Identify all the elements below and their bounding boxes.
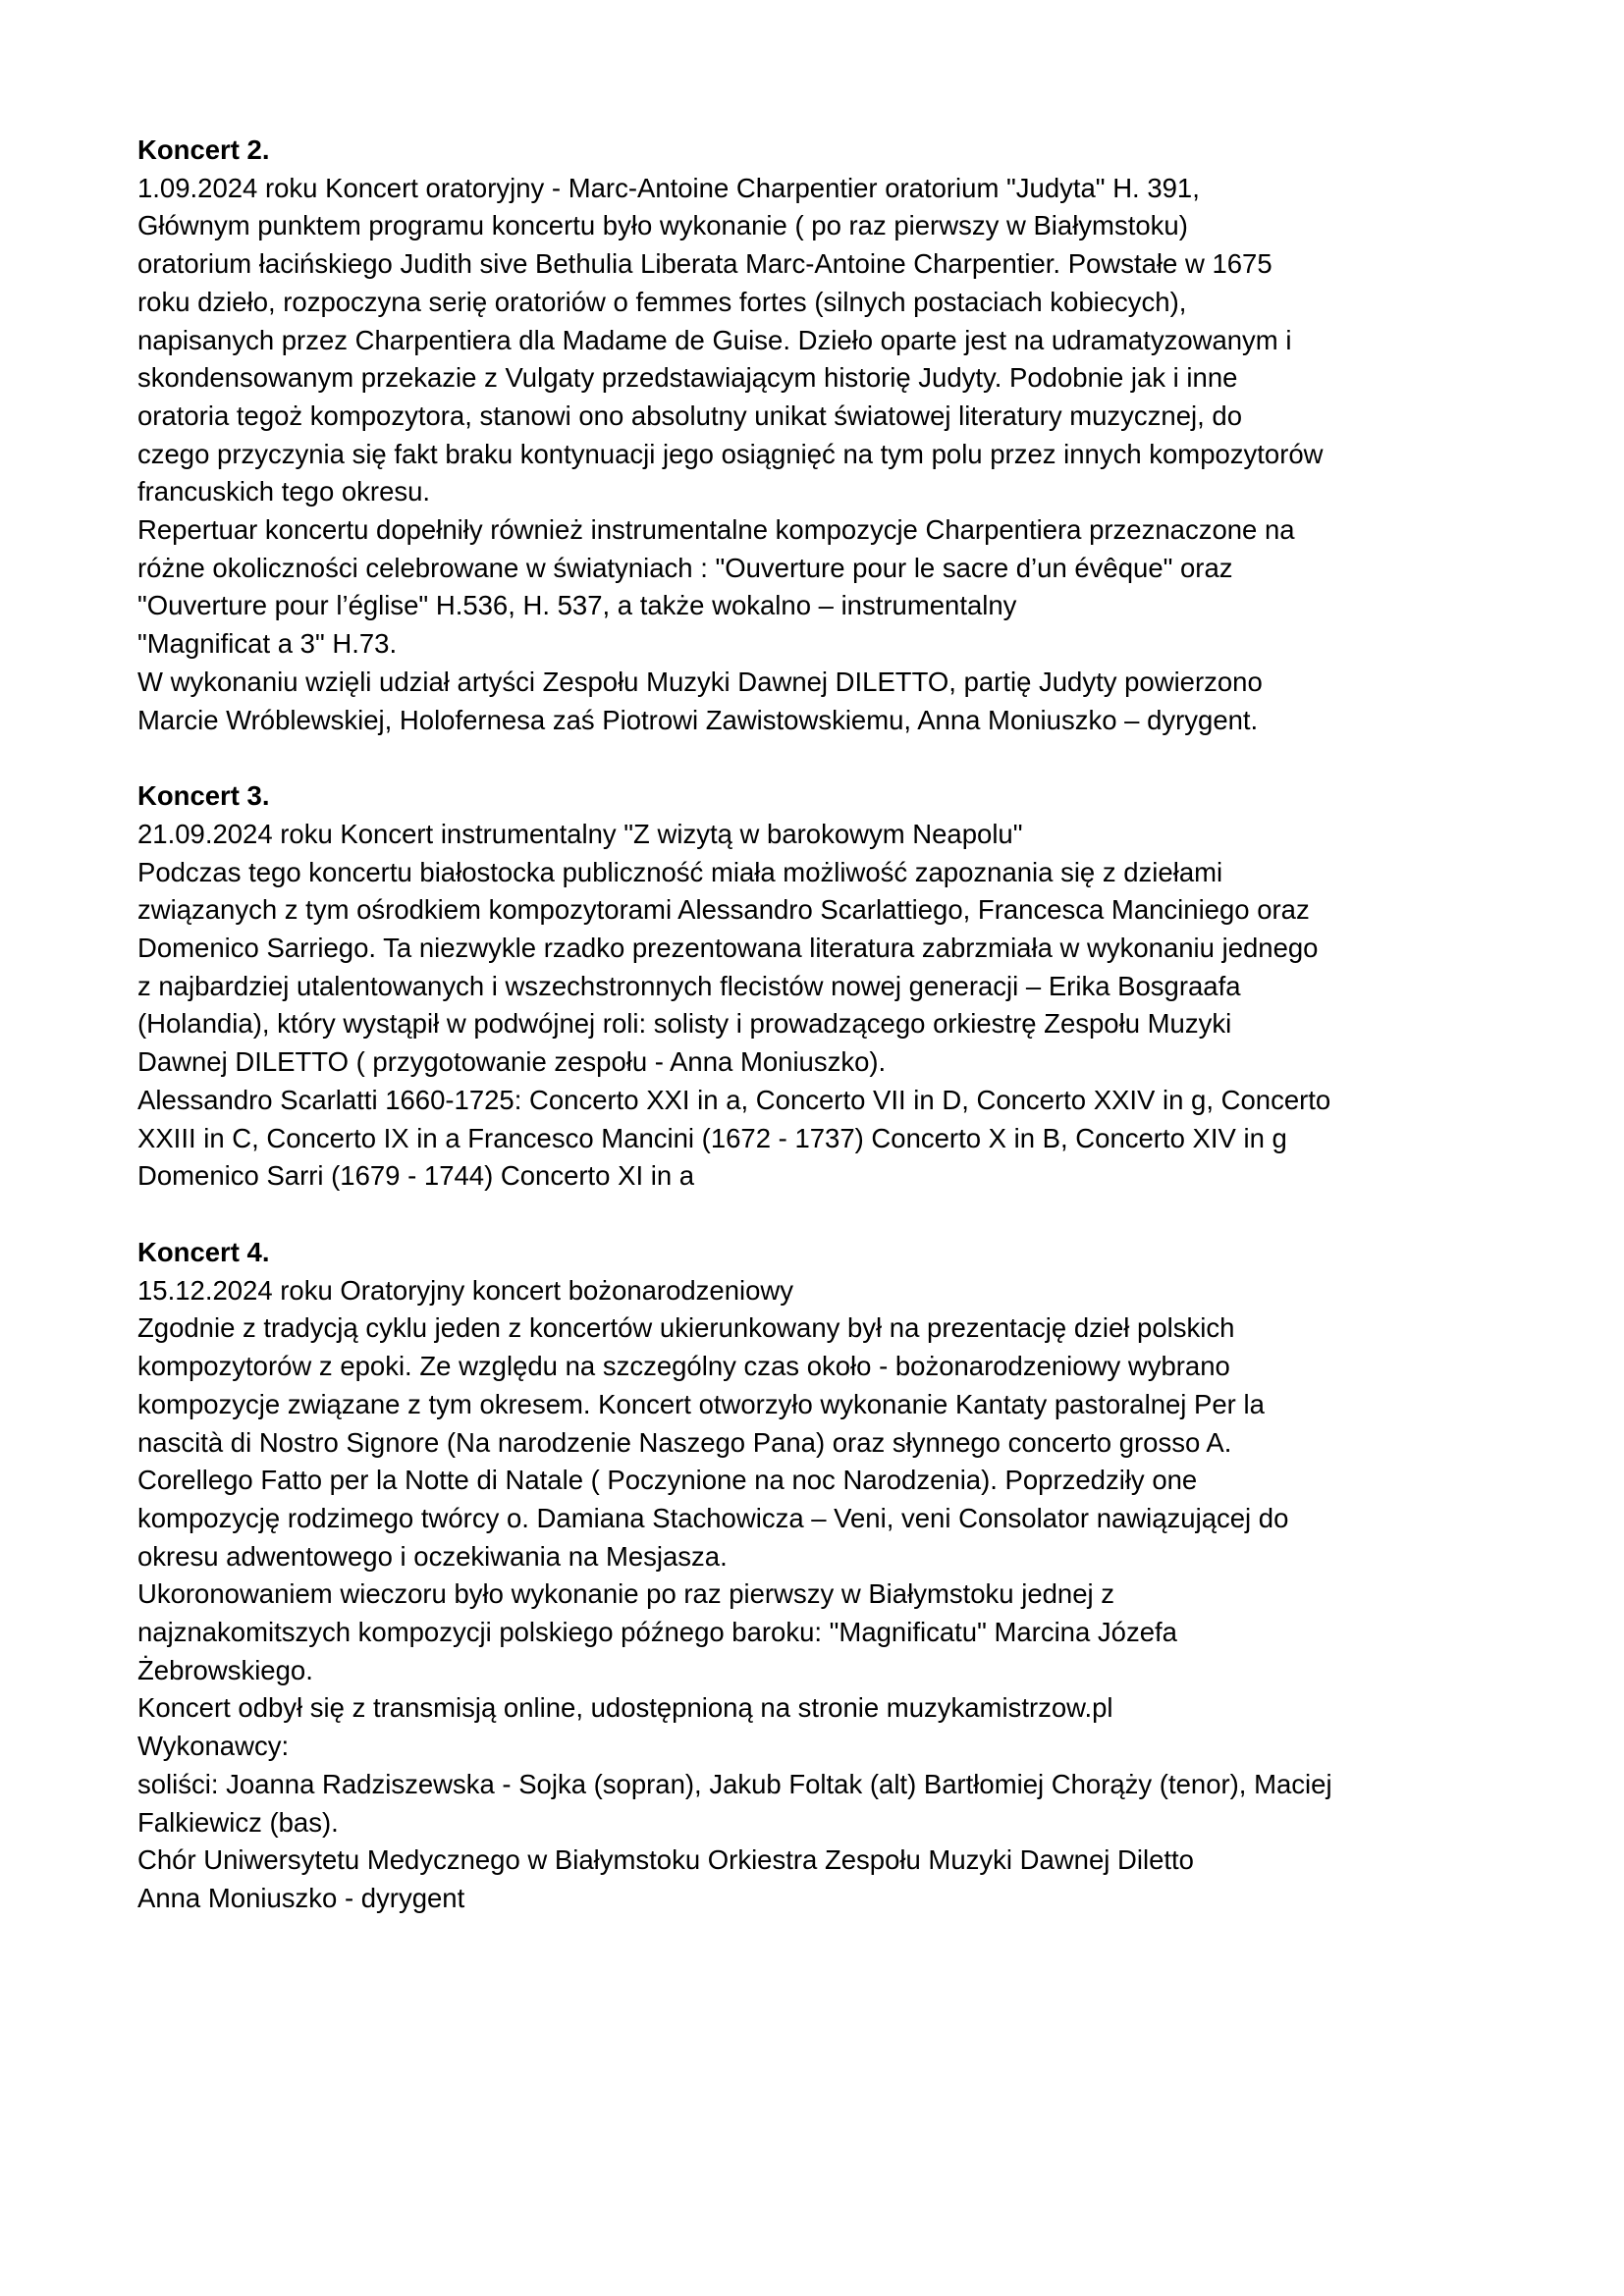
section-koncert-2 — [137, 132, 1502, 739]
text-line: W wykonaniu wzięli udział artyści Zespołu Muzyki Dawnej DILETTO, partię Judyty powierzono — [137, 666, 1263, 697]
text-line: francuskich tego okresu. — [137, 476, 431, 507]
section-heading: Koncert 3. — [137, 780, 270, 812]
text-line: "Magnificat a 3" H.73. — [137, 628, 398, 660]
text-line: Żebrowskiego. — [137, 1654, 313, 1685]
text-line: oratoria tegoż kompozytora, stanowi ono absolutny unikat światowej literatury muzycznej, do — [137, 400, 1243, 431]
text-line: nascità di Nostro Signore (Na narodzenie Naszego Pana) oraz słynnego concerto grosso A. — [137, 1426, 1232, 1458]
section-body — [137, 170, 1502, 740]
text-line: napisanych przez Charpentiera dla Madame de Guise. Dzieło oparte jest na udramatyzowanym i — [137, 324, 1292, 355]
text-line: Podczas tego koncertu białostocka publiczność miała możliwość zapoznania się z dziełami — [137, 856, 1223, 887]
text-line: kompozycje związane z tym okresem. Koncert otworzyło wykonanie Kantaty pastoralnej Per la — [137, 1388, 1265, 1419]
text-line: Koncert odbył się z transmisją online, udostępnioną na stronie muzykamistrzow.pl — [137, 1692, 1113, 1724]
text-line: z najbardziej utalentowanych i wszechstronnych flecistów nowej generacji – Erika Bosgraafa — [137, 970, 1241, 1001]
document-content — [137, 132, 1502, 1918]
text-line: oratorium łacińskiego Judith sive Bethulia Liberata Marc-Antoine Charpentier. Powstałe w 1675 — [137, 248, 1272, 280]
text-line: Repertuar koncertu dopełniły również instrumentalne kompozycje Charpentiera przeznaczone na — [137, 514, 1295, 546]
text-line: Domenico Sarri (1679 - 1744) Concerto XI in a — [137, 1160, 695, 1192]
section-body — [137, 1272, 1502, 1918]
text-line: kompozytorów z epoki. Ze względu na szczególny czas około - bożonarodzeniowy wybrano — [137, 1351, 1230, 1382]
text-line: okresu adwentowego i oczekiwania na Mesjasza. — [137, 1540, 728, 1572]
text-line: Ukoronowaniem wieczoru było wykonanie po raz pierwszy w Białymstoku jednej z — [137, 1578, 1115, 1610]
text-line: 15.12.2024 roku Oratoryjny koncert bożonarodzeniowy — [137, 1274, 794, 1306]
text-line: "Ouverture pour l’église" H.536, H. 537, a także wokalno – instrumentalny — [137, 590, 1017, 621]
text-line: Głównym punktem programu koncertu było wykonanie ( po raz pierwszy w Białymstoku) — [137, 210, 1188, 241]
text-line: Chór Uniwersytetu Medycznego w Białymstoku Orkiestra Zespołu Muzyki Dawnej Diletto — [137, 1844, 1194, 1876]
text-line: różne okoliczności celebrowane w światyniach : "Ouverture pour le sacre d’un évêque" oraz — [137, 552, 1233, 583]
text-line: związanych z tym ośrodkiem kompozytorami Alessandro Scarlattiego, Francesca Manciniego oraz — [137, 894, 1310, 926]
text-line: Marcie Wróblewskiej, Holofernesa zaś Piotrowi Zawistowskiemu, Anna Moniuszko – dyrygent. — [137, 704, 1259, 735]
text-line: soliści: Joanna Radziszewska - Sojka (sopran), Jakub Foltak (alt) Bartłomiej Chorąży (tenor), Maciej — [137, 1768, 1332, 1799]
text-line: Falkiewicz (bas). — [137, 1806, 339, 1838]
text-line: Corellego Fatto per la Notte di Natale ( Poczynione na noc Narodzenia). Poprzedziły one — [137, 1465, 1198, 1496]
section-heading: Koncert 2. — [137, 134, 270, 165]
text-line: XXIII in C, Concerto IX in a Francesco Mancini (1672 - 1737) Concerto X in B, Concerto XIV in g — [137, 1122, 1287, 1153]
text-line: kompozycję rodzimego twórcy o. Damiana Stachowicza – Veni, veni Consolator nawiązującej do — [137, 1502, 1289, 1533]
text-line: Alessandro Scarlatti 1660-1725: Concerto XXI in a, Concerto VII in D, Concerto XXIV in g, Concerto — [137, 1084, 1331, 1115]
text-line: skondensowanym przekazie z Vulgaty przedstawiającym historię Judyty. Podobnie jak i inne — [137, 362, 1238, 394]
text-line: roku dzieło, rozpoczyna serię oratoriów o femmes fortes (silnych postaciach kobiecych), — [137, 286, 1187, 317]
text-line: 21.09.2024 roku Koncert instrumentalny "Z wizytą w barokowym Neapolu" — [137, 818, 1023, 849]
section-heading: Koncert 4. — [137, 1236, 270, 1267]
text-line: Zgodnie z tradycją cyklu jeden z koncertów ukierunkowany był na prezentację dzieł polskich — [137, 1312, 1235, 1344]
text-line: Wykonawcy: — [137, 1731, 290, 1762]
text-line: (Holandia), który wystąpił w podwójnej roli: solisty i prowadzącego orkiestrę Zespołu Muzyki — [137, 1008, 1232, 1040]
text-line: Dawnej DILETTO ( przygotowanie zespołu - Anna Moniuszko). — [137, 1046, 887, 1078]
text-line: Anna Moniuszko - dyrygent — [137, 1882, 465, 1913]
text-line: Domenico Sarriego. Ta niezwykle rzadko prezentowana literatura zabrzmiała w wykonaniu jednego — [137, 933, 1319, 964]
text-line: 1.09.2024 roku Koncert oratoryjny - Marc-Antoine Charpentier oratorium "Judyta" H. 391, — [137, 172, 1200, 203]
text-line: czego przyczynia się fakt braku kontynuacji jego osiągnięć na tym polu przez innych kompozytorów — [137, 438, 1324, 469]
section-koncert-4 — [137, 1234, 1502, 1918]
section-koncert-3 — [137, 777, 1502, 1196]
text-line: najznakomitszych kompozycji polskiego późnego baroku: "Magnificatu" Marcina Józefa — [137, 1617, 1177, 1648]
section-body — [137, 816, 1502, 1196]
